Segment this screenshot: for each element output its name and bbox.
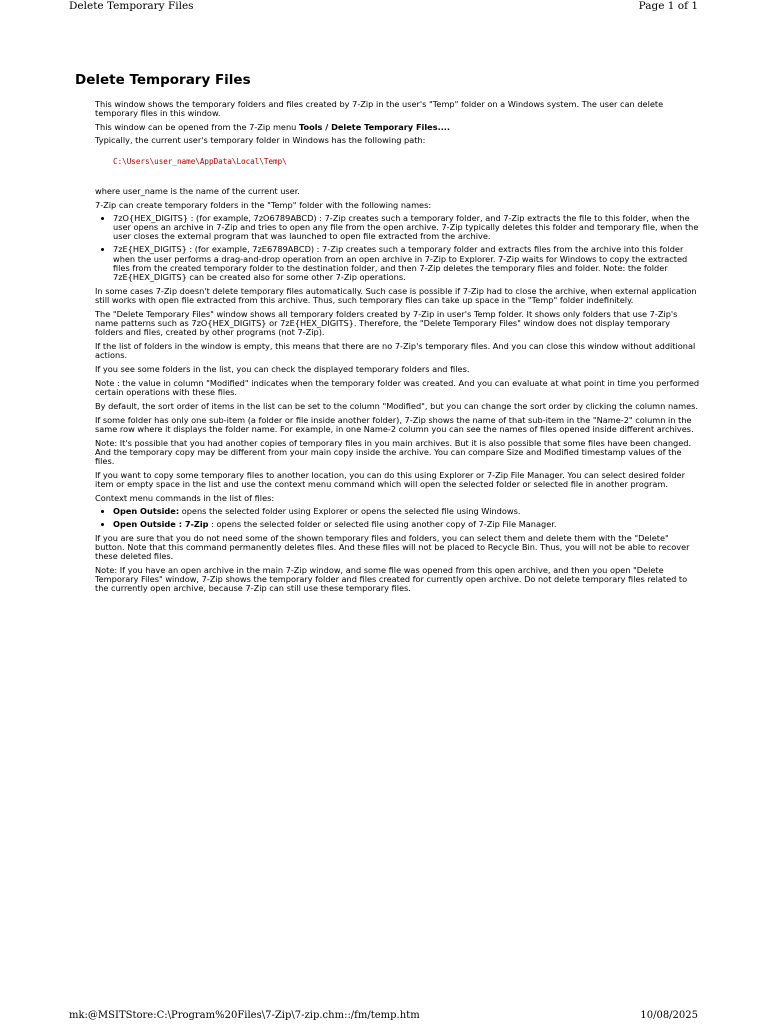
paragraph: If you see some folders in the list, you can check the displayed temporary folders and files. (95, 363, 470, 374)
temp-path-code: C:\Users\user_name\AppData\Local\Temp\ (113, 157, 287, 167)
command-description: : opens the selected folder or selected file using another copy of 7-Zip File Manager. (208, 518, 557, 529)
list-item: • 7zE{HEX_DIGITS} : (for example, 7zE6789ABCD) : 7-Zip creates such a temporary folder and extracts files from the archive into this folder when the user performs a drag-and-drop operation from an open archive in 7-Zip to Explorer. 7-Zip waits for Windows to copy the extracted files from the created temporary folder to the destination folder, and then 7-Zip deletes the temporary files and folder. Note: the folder 7zE{HEX_DIGITS} can be created also for some other 7-Zip operations. (113, 245, 700, 281)
page-title: Delete Temporary Files (75, 72, 251, 88)
paragraph: If some folder has only one sub-item (a folder or file inside another folder), 7-Zip shows the name of that sub-item in the "Name-2" column in the same row where it displays the folder name. For example, in one Name-2 column you can see the names of files opened inside different archives. (95, 414, 694, 434)
paragraph: Note : the value in column "Modified" indicates when the temporary folder was created. And you can evaluate at what point in time you performed certain operations with these files. (95, 377, 700, 397)
command-description: opens the selected folder using Explorer or opens the selected file using Windows. (179, 505, 521, 516)
print-footer (69, 1010, 698, 1021)
list-item (113, 520, 700, 529)
command-name: Open Outside : 7-Zip (113, 518, 209, 529)
context-menu-list (95, 507, 700, 529)
intro-paragraph: This window shows the temporary folders and files created by 7-Zip in the user's "Temp" folder on a Windows system. The user can delete temporary files in this window. (95, 99, 664, 119)
list-item (113, 507, 700, 516)
header-page-number: Page 1 of 1 (638, 0, 698, 12)
folder-names-list (95, 214, 700, 281)
menu-text: This window can be opened from the 7-Zip menu (95, 122, 299, 133)
folder-names-paragraph: 7-Zip can create temporary folders in the "Temp" folder with the following names: (95, 200, 432, 211)
menu-paragraph (95, 123, 700, 132)
command-name: Open Outside: (113, 505, 180, 516)
document-body (95, 100, 700, 598)
paragraph: If you are sure that you do not need some of the shown temporary files and folders, you can select them and delete them with the "Delete" button. Note that this command permanently deletes files. And these files will not be placed to Recycle Bin. Thus, you will not be able to recover these deleted files. (95, 532, 690, 561)
paragraph: Note: It's possible that you had another copies of temporary files in you main archives. But it is also possible that some files have been changed. And the temporary copy may be different from your main copy inside the archive. You can compare Size and Modified timestamp values of the files. (95, 437, 692, 466)
footer-date: 10/08/2025 (640, 1010, 698, 1021)
header-title: Delete Temporary Files (69, 0, 194, 12)
list-item: • 7zO{HEX_DIGITS} : (for example, 7zO6789ABCD) : 7-Zip creates such a temporary folder, and 7-Zip extracts the file to this folder, when the user opens an archive in 7-Zip and tries to open any file from the open archive. 7-Zip typically deletes this folder and temporary file, when the user closes the external program that was launched to open file extracted from the archive. (113, 214, 700, 241)
paragraph: Note: If you have an open archive in the main 7-Zip window, and some file was opened from this open archive, and then you open "Delete Temporary Files" window, 7-Zip shows the temporary folder and files created for currently open archive. Do not delete temporary files related to the currently open archive, because 7-Zip can still use these temporary files. (95, 564, 688, 593)
context-menu-paragraph: Context menu commands in the list of files: (95, 492, 275, 503)
paragraph: If you want to copy some temporary files to another location, you can do this using Explorer or 7-Zip File Manager. You can select desired folder item or empty space in the list and use the context menu command which will open the selected folder or selected file in another program. (95, 469, 685, 489)
paragraph: If the list of folders in the window is empty, this means that there are no 7-Zip's temporary files. And you can close this window without additional actions. (95, 340, 696, 360)
paragraph: By default, the sort order of items in the list can be set to the column "Modified", but you can change the sort order by clicking the column names. (95, 400, 699, 411)
username-paragraph: where user_name is the name of the current user. (95, 186, 300, 197)
footer-url: mk:@MSITStore:C:\Program%20Files\7-Zip\7-zip.chm::/fm/temp.htm (69, 1010, 420, 1021)
print-header (69, 0, 698, 12)
menu-path: Tools / Delete Temporary Files.... (298, 122, 451, 133)
paragraph: In some cases 7-Zip doesn't delete temporary files automatically. Such case is possible if 7-Zip had to close the archive, when external application still works with open file extracted from this archive. Thus, such temporary files can take up space in the "Temp" folder indefinitely. (95, 285, 697, 305)
paragraph: The "Delete Temporary Files" window shows all temporary folders created by 7-Zip in user's Temp folder. It shows only folders that use 7-Zip's name patterns such as 7zO{HEX_DIGITS} or 7zE{HEX_DIGITS}. Therefore, the "Delete Temporary Files" window does not display temporary folders and files, created by other programs (not 7-Zip). (95, 308, 678, 337)
path-intro-paragraph: Typically, the current user's temporary folder in Windows has the following path: (95, 135, 426, 146)
